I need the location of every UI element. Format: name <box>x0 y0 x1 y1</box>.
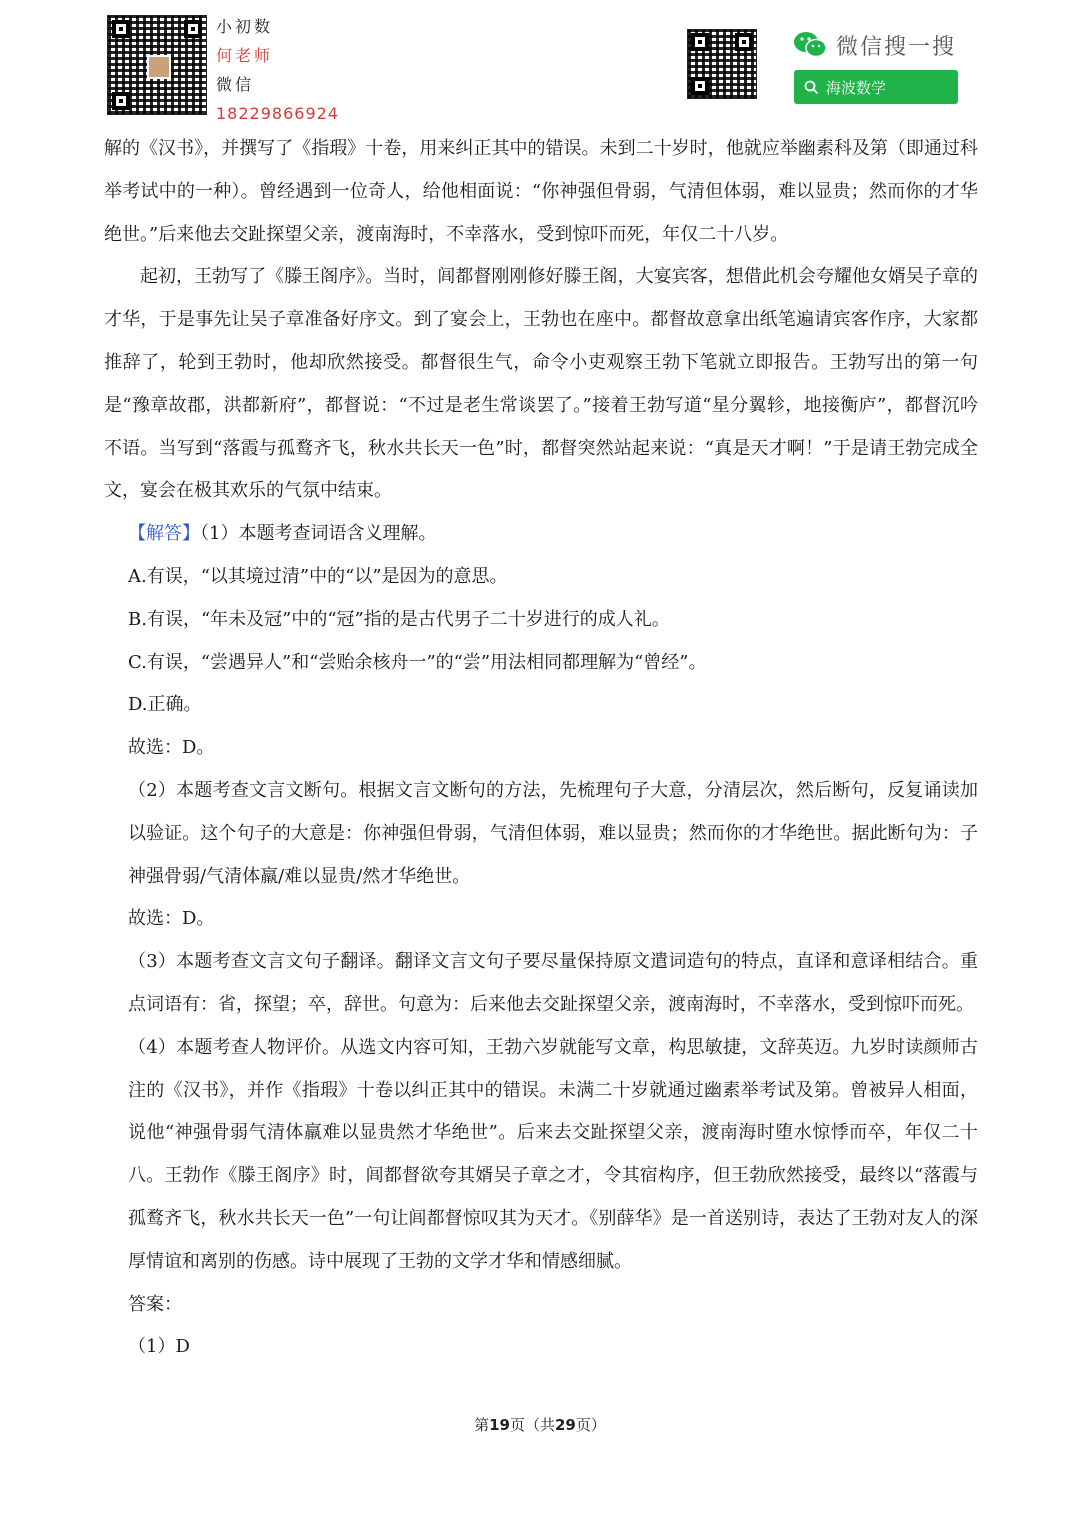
contact-wechat-label: 微信 <box>216 75 255 94</box>
qr-finder <box>184 20 202 38</box>
page-suffix: 页） <box>575 1416 606 1434</box>
option-b: B.有误，“年未及冠”中的“冠”指的是古代男子二十岁进行的成人礼。 <box>128 608 670 630</box>
answer-tag: 【解答】 <box>128 523 200 545</box>
option-c: C.有误，“尝遇异人”和“尝贻余核舟一”的“尝”用法相同都理解为“曾经”。 <box>128 651 707 673</box>
document-body <box>104 128 978 1369</box>
question-2-choice: 故选：D。 <box>128 908 215 930</box>
qr-finder <box>691 77 709 95</box>
qr-finder <box>112 20 130 38</box>
page-prefix: 第 <box>474 1416 490 1434</box>
translation-paragraph: 解的《汉书》，并撰写了《指瑕》十卷，用来纠正其中的错误。未到二十岁时，他就应举幽素科及第（即通过科举考试中的一种）。曾经遇到一位奇人，给他相面说：“你神强但骨弱，气清但体弱，难以显贵；然而你的才华绝世。”后来他去交趾探望父亲，渡南海时，不幸落水，受到惊吓而死，年仅二十八岁。 <box>104 138 978 245</box>
question-2-analysis: （2）本题考查文言文断句。根据文言文断句的方法，先梳理句子大意，分清层次，然后断句，反复诵读加以验证。这个句子的大意是：你神强但骨弱，气清但体弱，难以显贵；然而你的才华绝世。据此断句为：子神强骨弱/气清体羸/难以显贵/然才华绝世。 <box>128 779 978 887</box>
wechat-logo-icon <box>793 31 827 59</box>
qr-code-teacher <box>108 16 206 114</box>
wechat-search-title: 微信搜一搜 <box>836 35 957 60</box>
search-keyword: 海波数学 <box>826 78 887 97</box>
page-middle: 页（共 <box>509 1416 555 1434</box>
search-icon <box>804 80 818 94</box>
answer-label: 答案： <box>128 1293 182 1315</box>
page-footer <box>0 1414 1080 1435</box>
wechat-search-button[interactable] <box>794 70 958 104</box>
teacher-contact <box>216 12 339 128</box>
option-d: D.正确。 <box>128 694 202 716</box>
contact-name: 何老师 <box>216 46 274 65</box>
qr-avatar <box>147 55 171 79</box>
page-number: 19 <box>489 1416 510 1434</box>
qr-code-account <box>688 30 756 98</box>
answer-intro <box>104 513 978 556</box>
question-1-intro: （1）本题考查词语含义理解。 <box>200 523 437 545</box>
option-a: A.有误，“以其境过清”中的“以”是因为的意思。 <box>128 565 508 587</box>
page-total: 29 <box>555 1416 576 1434</box>
answer-1: （1）D <box>128 1336 190 1358</box>
contact-subject: 小初数 <box>216 17 274 36</box>
qr-finder <box>691 33 709 51</box>
question-1-choice: 故选：D。 <box>128 737 215 759</box>
question-3-analysis: （3）本题考查文言文句子翻译。翻译文言文句子要尽量保持原文遣词造句的特点，直译和意译相结合。重点词语有：省，探望；卒，辞世。句意为：后来他去交趾探望父亲，渡南海时，不幸落水，受到惊吓而死。 <box>128 951 978 1015</box>
qr-finder <box>112 92 130 110</box>
question-4-analysis: （4）本题考查人物评价。从选文内容可知，王勃六岁就能写文章，构思敏捷，文辞英迈。九岁时读颜师古注的《汉书》，并作《指瑕》十卷以纠正其中的错误。未满二十岁就通过幽素举考试及第。曾被异人相面，说他“神强骨弱气清体羸难以显贵然才华绝世”。后来去交趾探望父亲，渡南海时堕水惊悸而卒，年仅二十八。王勃作《滕王阁序》时，闾都督欲夸其婿吴子章之才，令其宿构序，但王勃欣然接受，最终以“落霞与孤鹜齐飞，秋水共长天一色”一句让闾都督惊叹其为天才。《别薛华》是一首送别诗，表达了王勃对友人的深厚情谊和离别的伤感。诗中展现了王勃的文学才华和情感细腻。 <box>128 1036 978 1272</box>
translation-paragraph: 起初，王勃写了《滕王阁序》。当时，闾都督刚刚修好滕王阁，大宴宾客，想借此机会夸耀他女婿吴子章的才华，于是事先让吴子章准备好序文。到了宴会上，王勃也在座中。都督故意拿出纸笔遍请宾客作序，大家都推辞了，轮到王勃时，他却欣然接受。都督很生气，命令小吏观察王勃下笔就立即报告。王勃写出的第一句是“豫章故郡，洪都新府”，都督说：“不过是老生常谈罢了。”接着王勃写道“星分翼轸，地接衡庐”，都督沉吟不语。当写到“落霞与孤鹜齐飞，秋水共长天一色”时，都督突然站起来说：“真是天才啊！”于是请王勃完成全文，宴会在极其欢乐的气氛中结束。 <box>104 266 978 502</box>
qr-finder <box>735 33 753 51</box>
contact-phone: 18229866924 <box>216 104 339 123</box>
